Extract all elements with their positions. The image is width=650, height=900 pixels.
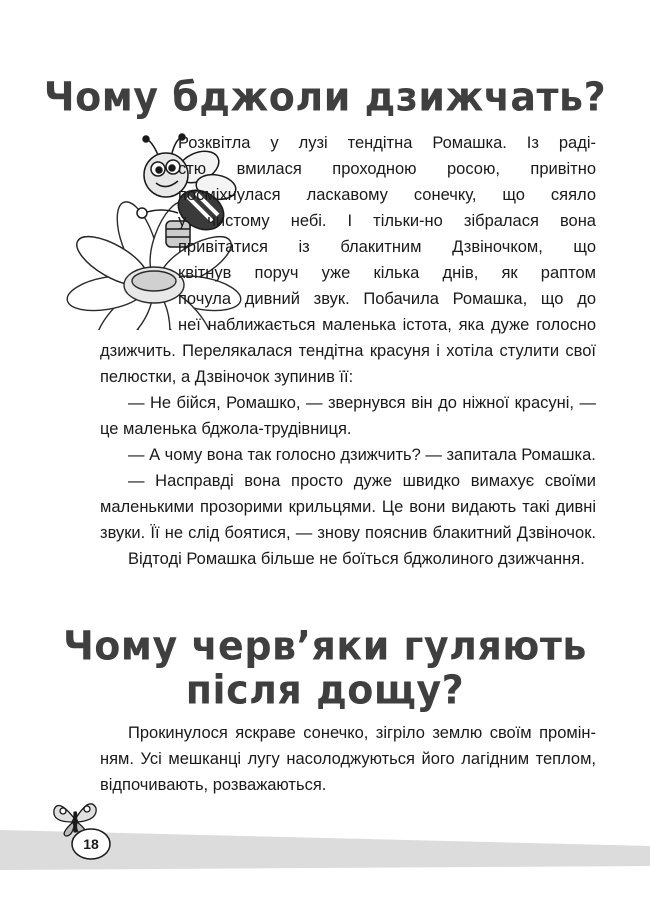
text-line: Відтоді Ромашка більше не боїться бджолиного дзижчання. (128, 550, 585, 568)
text-line: пелюстки, а Дзвіночок зупинив її: (100, 368, 354, 386)
text-line: привітатися із блакитним Дзвіночком, що (178, 238, 596, 256)
section2-title (0, 624, 650, 712)
text-line: маленькими прозорими крильцями. Це вони видають такі дивні (100, 498, 596, 516)
section2-text (100, 720, 596, 798)
section1-title: Чому бджоли дзижчать? (43, 73, 607, 121)
text-line: звуки. Її не слід боятися, — знову пояснив блакитний Дзвіночок. (100, 524, 596, 542)
text-line: Прокинулося яскраве сонечко, зігріло землю своїм промін- (128, 724, 596, 742)
text-line: посміхнулася ласкавому сонечку, що сяяло (178, 186, 596, 204)
text-line: квітнув поруч уже кілька днів, як раптом (178, 264, 596, 282)
text-line: стю вмилася проходною росою, привітно (178, 160, 596, 178)
text-line: Розквітла у лузі тендітна Ромашка. Із раді- (178, 134, 596, 152)
text-line: неї наближається маленька істота, яка дуже голосно (178, 316, 596, 334)
text-line: — Не бійся, Ромашко, — звернувся він до ніжної красуні, — (128, 394, 596, 412)
text-line: це маленька бджола-трудівниця. (100, 420, 352, 438)
text-line: почула дивний звук. Побачила Ромашка, що до (178, 290, 596, 308)
text-line: відпочивають, розважаються. (100, 776, 327, 794)
section2-title-line: Чому черв’яки гуляють (63, 622, 587, 670)
text-line: ням. Усі мешканці лугу насолоджуються його лагідним теплом, (100, 750, 596, 768)
text-line: — А чому вона так голосно дзижчить? — запитала Ромашка. (128, 446, 596, 464)
section1-full-text (100, 338, 596, 572)
section2-title-line: після дощу? (185, 666, 465, 714)
text-line: дзижчить. Перелякалася тендітна красуня і хотіла стулити свої (100, 342, 596, 360)
text-line: у чистому небі. І тільки-но зібралася вона (178, 212, 596, 230)
text-line: — Насправді вона просто дуже швидко вимахує своїми (128, 472, 596, 490)
section1-wrapped-text (178, 130, 596, 338)
page-number: 18 (83, 836, 99, 852)
